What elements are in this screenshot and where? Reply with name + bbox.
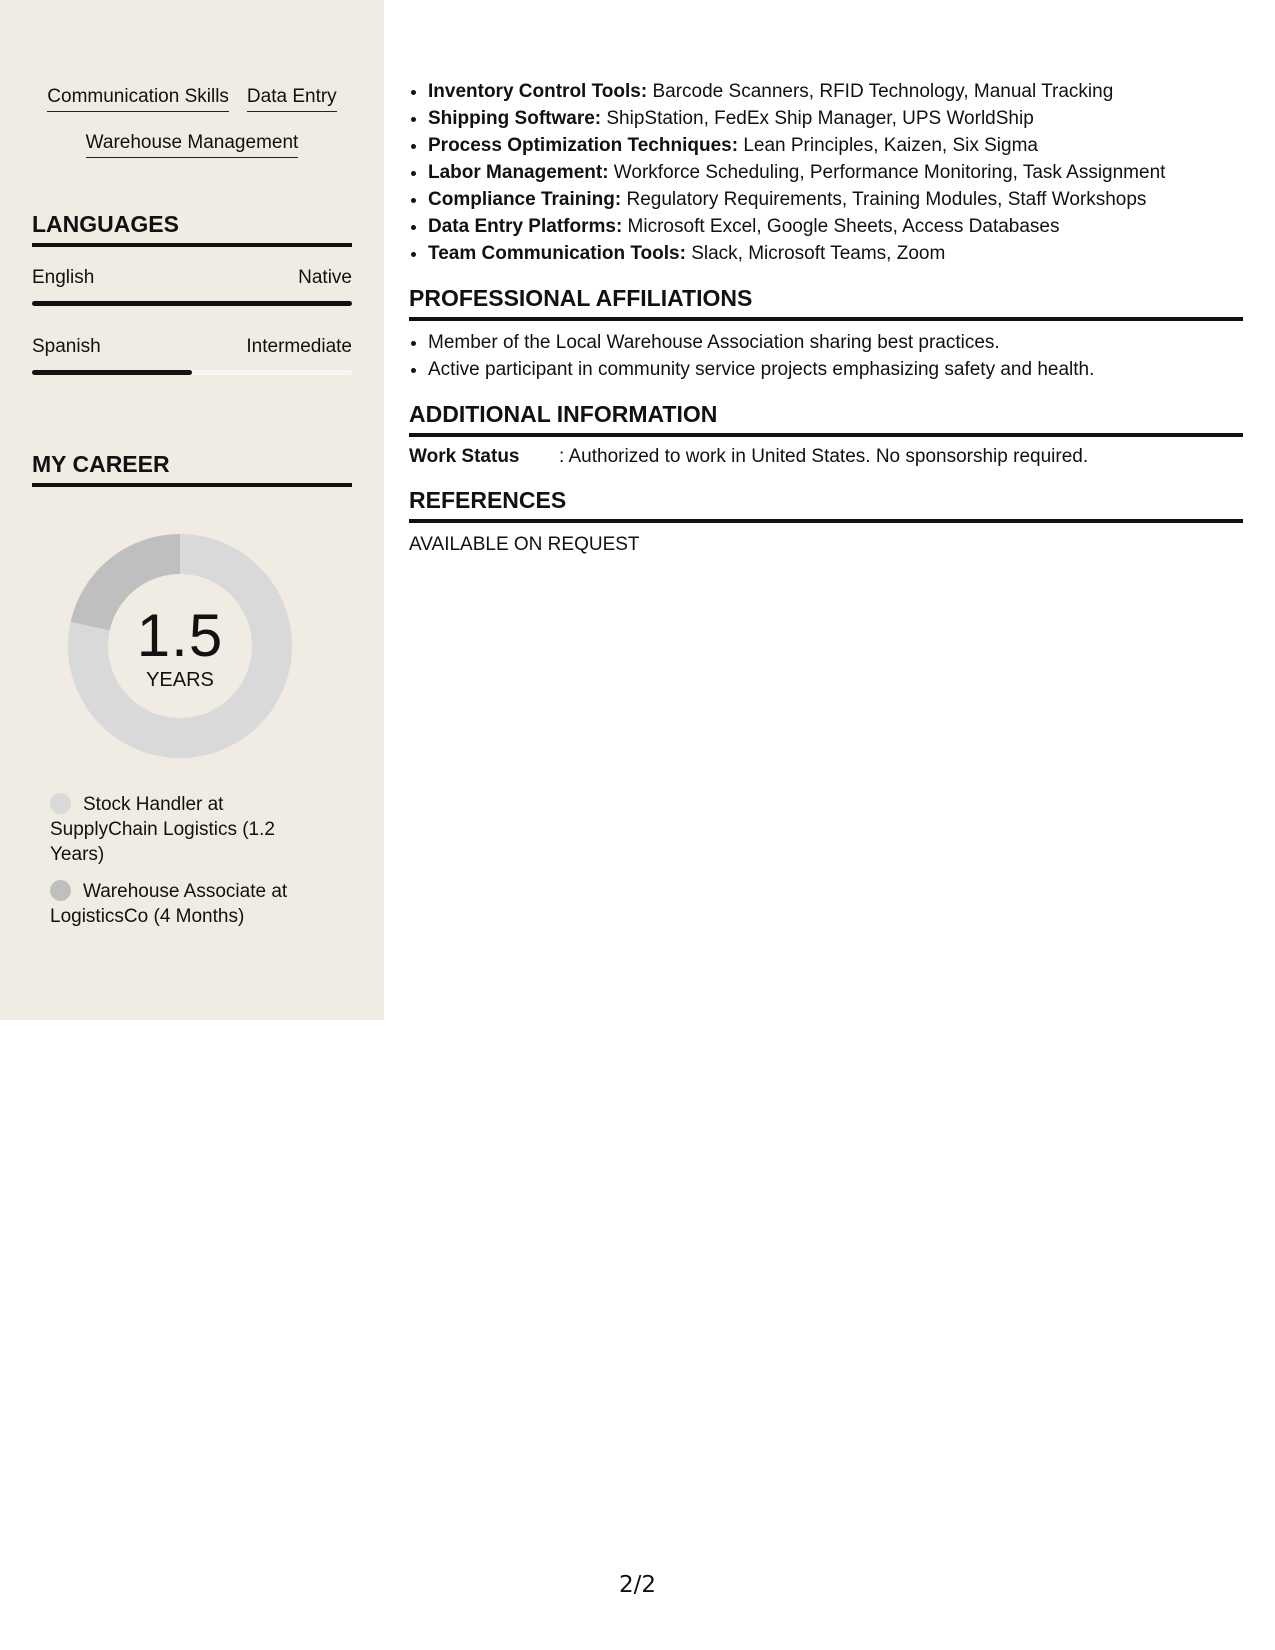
tool-items: ShipStation, FedEx Ship Manager, UPS WorldShip [601, 108, 1034, 129]
career-entry-label: Warehouse Associate at LogisticsCo (4 Months) [50, 881, 288, 927]
page-number: 2/2 [618, 1572, 656, 1598]
career-entry-label: Stock Handler at SupplyChain Logistics (1.2 Years) [50, 794, 275, 865]
skills-row [32, 86, 352, 112]
language-proficiency-fill [32, 301, 352, 306]
additional-info-heading: ADDITIONAL INFORMATION [409, 401, 1243, 437]
career-donut-center [66, 532, 294, 760]
work-status-label: Work Status [409, 446, 520, 467]
main-content [409, 78, 1243, 557]
sidebar [0, 0, 384, 1020]
tools-list-item [428, 78, 1243, 105]
career-heading: MY CAREER [32, 451, 352, 487]
tool-items: Regulatory Requirements, Training Modules, Staff Workshops [621, 189, 1147, 210]
skills-row [32, 132, 352, 158]
skill-tag: Warehouse Management [86, 132, 299, 158]
references-text: AVAILABLE ON REQUEST [409, 534, 640, 555]
tools-list-item [428, 213, 1243, 240]
tool-category: Team Communication Tools: [428, 243, 686, 264]
career-legend [50, 792, 310, 941]
tool-items: Slack, Microsoft Teams, Zoom [685, 243, 946, 264]
affiliation-item: • Active participant in community service projects emphasizing safety and health. [428, 356, 1243, 383]
language-item-spanish [32, 336, 352, 375]
skill-tag: Communication Skills [47, 86, 229, 112]
tools-list [409, 78, 1243, 267]
legend-dot-icon [50, 793, 71, 814]
skill-tag: Data Entry [247, 86, 337, 112]
tool-items: Lean Principles, Kaizen, Six Sigma [738, 135, 1038, 156]
tools-list-item [428, 186, 1243, 213]
tool-category: Labor Management: [428, 162, 609, 183]
language-name: English [32, 267, 95, 288]
language-name: Spanish [32, 336, 101, 357]
language-level: Native [298, 267, 352, 288]
career-legend-item [50, 879, 310, 929]
language-proficiency-bar [32, 370, 352, 375]
tools-list-item [428, 240, 1243, 267]
language-level: Intermediate [246, 336, 352, 357]
skills-list [32, 86, 352, 178]
work-status-value: : Authorized to work in United States. No sponsorship required. [559, 446, 1089, 467]
affiliations-heading: PROFESSIONAL AFFILIATIONS [409, 285, 1243, 321]
language-proficiency-bar [32, 301, 352, 306]
tools-list-item [428, 132, 1243, 159]
tool-category: Process Optimization Techniques: [428, 135, 739, 156]
career-donut-chart [66, 532, 294, 760]
affiliations-list [409, 329, 1243, 383]
work-status-row [409, 445, 1243, 469]
legend-dot-icon [50, 880, 71, 901]
language-item-english [32, 267, 352, 306]
career-total-value: 1.5 [136, 602, 224, 669]
career-total-unit: YEARS [146, 669, 214, 691]
career-legend-item [50, 792, 310, 867]
references-heading: REFERENCES [409, 487, 1243, 523]
languages-heading: LANGUAGES [32, 211, 352, 247]
language-proficiency-fill [32, 370, 192, 375]
tool-items: Barcode Scanners, RFID Technology, Manual Tracking [647, 81, 1114, 102]
tool-items: Workforce Scheduling, Performance Monitoring, Task Assignment [608, 162, 1166, 183]
affiliation-item: • Member of the Local Warehouse Association sharing best practices. [428, 329, 1243, 356]
tool-items: Microsoft Excel, Google Sheets, Access Databases [622, 216, 1060, 237]
tool-category: Shipping Software: [428, 108, 602, 129]
tool-category: Inventory Control Tools: [428, 81, 648, 102]
tool-category: Compliance Training: [428, 189, 622, 210]
tool-category: Data Entry Platforms: [428, 216, 623, 237]
tools-list-item [428, 159, 1243, 186]
tools-list-item [428, 105, 1243, 132]
